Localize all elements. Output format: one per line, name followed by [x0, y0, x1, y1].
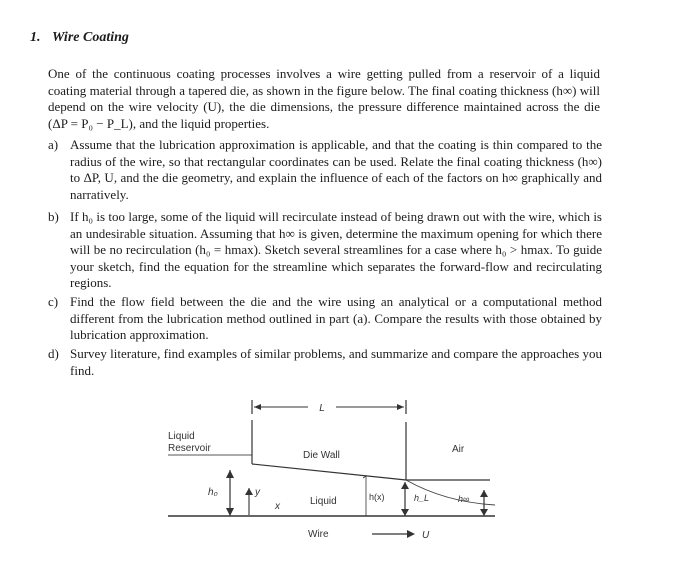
velocity-label: U — [422, 530, 430, 541]
h0-arrow-bottom — [226, 508, 234, 516]
h0-label: h₀ — [208, 487, 218, 498]
hinf-arrow-bottom — [480, 509, 488, 516]
question-text: Find the flow field between the die and the wire using an analytical or a computational method different from the lubrication method outlined in part (a). Compare the results with those obtained by lubrication approximation. — [70, 294, 602, 343]
hl-label: h_L — [414, 493, 430, 503]
length-arrow-right — [397, 404, 404, 410]
question-a — [48, 137, 602, 203]
question-text: Survey literature, find examples of similar problems, and summarize and compare the approaches you find. — [70, 346, 602, 378]
x-axis-label: x — [275, 501, 280, 512]
section-heading — [30, 30, 129, 46]
air-label: Air — [452, 444, 465, 455]
section-number: 1. — [30, 30, 41, 45]
wire-label: Wire — [308, 529, 329, 540]
length-label: L — [319, 403, 325, 414]
hinf-arrow-top — [480, 490, 488, 497]
hx-marker-tip — [363, 476, 366, 478]
liquid-label: Liquid — [310, 496, 337, 507]
y-axis-label: y — [255, 487, 260, 498]
intro-paragraph: One of the continuous coating processes involves a wire getting pulled from a reservoir of a liquid coating material through a tapered die, as shown in the figure below. The final coating thickness (h∞) will depend on the wire velocity (U), the die dimensions, the pressure difference maintained across the die (ΔP = P₀ − P_L), and the liquid properties. — [48, 66, 600, 131]
y-axis-arrow — [245, 488, 253, 495]
question-label: a) — [48, 137, 59, 152]
velocity-arrow-head — [407, 530, 415, 538]
question-text: If h₀ is too large, some of the liquid will recirculate instead of being drawn out with the wire, which is an undesirable situation. Assuming that h∞ is given, determine the maximum opening for which there will be no recirculation (h₀ = hmax). Sketch several streamlines for a case where h₀ > hmax. To guide your sketch, find the equation for the streamline which separates the forward-flow and recirculating regions. — [70, 209, 602, 291]
reservoir-label-line2: Reservoir — [168, 443, 211, 454]
question-c — [48, 294, 602, 344]
hx-label: h(x) — [369, 492, 385, 502]
length-arrow-left — [254, 404, 261, 410]
die-wall-profile — [252, 464, 490, 480]
question-b — [48, 209, 602, 292]
wire-coating-diagram — [160, 392, 510, 562]
question-label: c) — [48, 294, 59, 309]
reservoir-label-line1: Liquid — [168, 431, 195, 442]
h0-arrow-top — [226, 470, 234, 478]
hl-arrow-bottom — [401, 509, 409, 516]
section-title: Wire Coating — [52, 30, 129, 45]
question-text: Assume that the lubrication approximation is applicable, and that the coating is thin compared to the radius of the wire, so that rectangular coordinates can be used. Relate the final coating thickness (h∞) to ΔP, U, and the die geometry, and explain the influence of each of the factors on h∞ graphically and narratively. — [70, 137, 602, 202]
die-wall-label: Die Wall — [303, 450, 340, 461]
hl-arrow-top — [401, 482, 409, 489]
hinf-label: h∞ — [458, 494, 470, 504]
question-d — [48, 346, 602, 379]
question-label: b) — [48, 209, 59, 224]
question-label: d) — [48, 346, 59, 361]
